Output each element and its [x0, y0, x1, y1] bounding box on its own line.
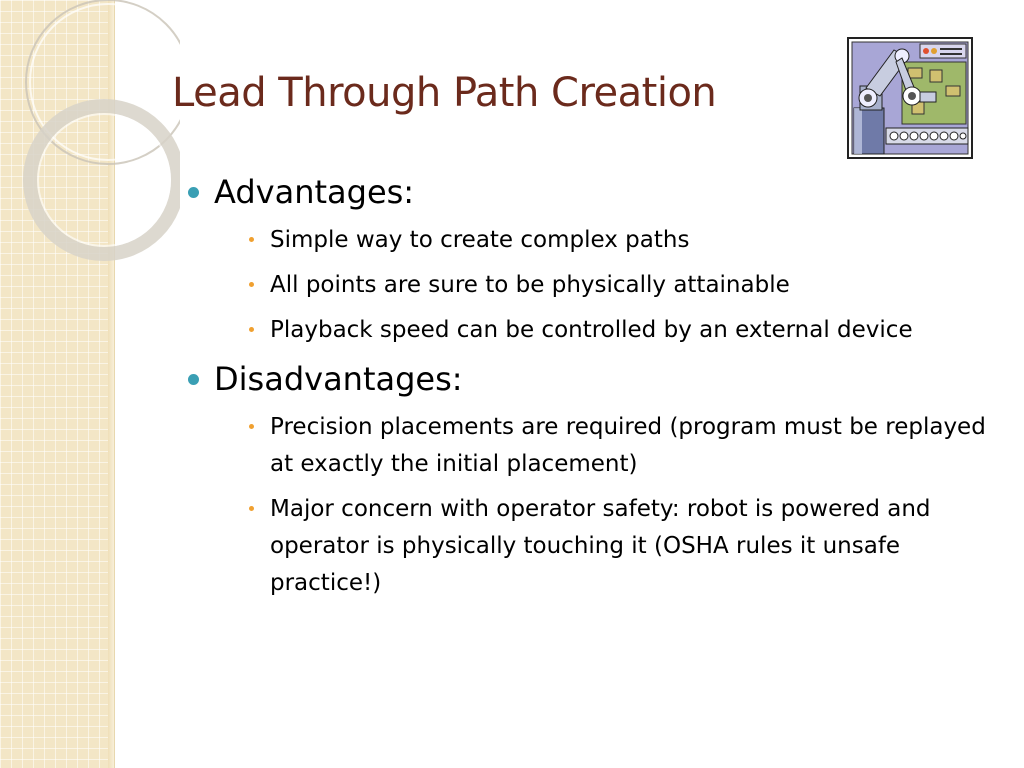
slide-title: Lead Through Path Creation — [172, 70, 717, 116]
advantages-heading: Advantages: — [214, 173, 415, 211]
disadvantages-list — [270, 409, 990, 602]
list-item — [270, 312, 990, 349]
sub-bullet-icon — [249, 282, 254, 287]
slide-content — [180, 170, 986, 610]
list-item — [270, 491, 990, 602]
disadvantages-heading: Disadvantages: — [214, 360, 463, 398]
sub-bullet-icon — [249, 424, 254, 429]
advantages-list — [270, 222, 990, 349]
robot-arm-icon — [846, 36, 974, 160]
list-item — [270, 267, 990, 304]
list-item — [270, 409, 990, 483]
list-item-text: Playback speed can be controlled by an external device — [270, 317, 913, 343]
list-item-text: Simple way to create complex paths — [270, 227, 690, 253]
sub-bullet-icon — [249, 506, 254, 511]
list-item-text: Precision placements are required (program must be replayed at exactly the initial placement) — [270, 414, 986, 477]
sub-bullet-icon — [249, 237, 254, 242]
sub-bullet-icon — [249, 327, 254, 332]
bullet-dot-icon — [188, 187, 199, 198]
list-item-text: Major concern with operator safety: robot is powered and operator is physically touching it (OSHA rules it unsafe practice!) — [270, 496, 931, 596]
list-item — [270, 222, 990, 259]
bullet-dot-icon — [188, 374, 199, 385]
bullet-disadvantages — [180, 357, 980, 401]
bullet-advantages — [180, 170, 980, 214]
decorative-circles — [0, 0, 180, 300]
list-item-text: All points are sure to be physically attainable — [270, 272, 790, 298]
